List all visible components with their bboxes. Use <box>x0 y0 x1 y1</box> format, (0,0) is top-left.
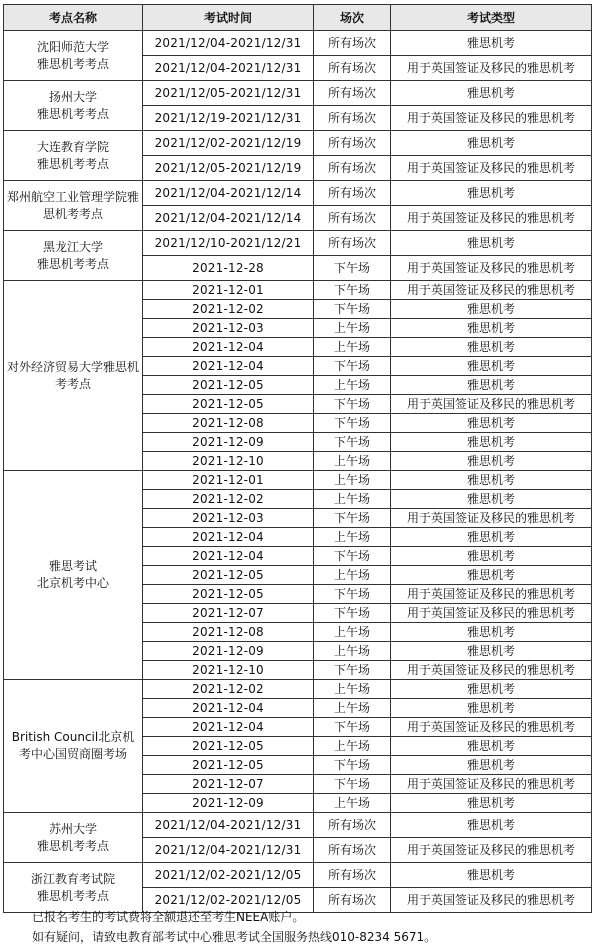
session-cell: 下午场 <box>314 547 391 566</box>
exam-time-cell: 2021-12-10 <box>143 661 314 680</box>
session-cell: 下午场 <box>314 718 391 737</box>
exam-schedule-table <box>3 4 592 913</box>
session-cell: 下午场 <box>314 414 391 433</box>
exam-time-cell: 2021-12-02 <box>143 680 314 699</box>
exam-type-cell: 用于英国签证及移民的雅思机考 <box>391 156 592 181</box>
exam-time-cell: 2021/12/04-2021/12/31 <box>143 838 314 863</box>
exam-time-cell: 2021-12-04 <box>143 718 314 737</box>
exam-type-cell: 雅思机考 <box>391 490 592 509</box>
exam-type-cell: 雅思机考 <box>391 231 592 256</box>
exam-type-cell: 用于英国签证及移民的雅思机考 <box>391 718 592 737</box>
session-cell: 所有场次 <box>314 231 391 256</box>
exam-type-cell: 用于英国签证及移民的雅思机考 <box>391 661 592 680</box>
exam-type-cell: 用于英国签证及移民的雅思机考 <box>391 395 592 414</box>
table-row <box>4 31 592 56</box>
exam-time-cell: 2021-12-28 <box>143 256 314 281</box>
exam-type-cell: 雅思机考 <box>391 452 592 471</box>
table-row <box>4 281 592 300</box>
session-cell: 所有场次 <box>314 106 391 131</box>
exam-type-cell: 雅思机考 <box>391 181 592 206</box>
exam-type-cell: 雅思机考 <box>391 813 592 838</box>
exam-time-cell: 2021-12-05 <box>143 585 314 604</box>
exam-time-cell: 2021/12/04-2021/12/31 <box>143 56 314 81</box>
session-cell: 所有场次 <box>314 31 391 56</box>
session-cell: 上午场 <box>314 623 391 642</box>
session-cell: 所有场次 <box>314 131 391 156</box>
table-row <box>4 131 592 156</box>
notes <box>32 907 436 947</box>
exam-time-cell: 2021-12-04 <box>143 357 314 376</box>
header-session: 场次 <box>314 5 391 31</box>
exam-time-cell: 2021-12-05 <box>143 395 314 414</box>
exam-time-cell: 2021-12-07 <box>143 604 314 623</box>
note-refund: 已报名考生的考试费将全额退还至考生NEEA账户。 <box>32 910 305 924</box>
exam-time-cell: 2021-12-04 <box>143 699 314 718</box>
exam-type-cell: 雅思机考 <box>391 319 592 338</box>
exam-type-cell: 雅思机考 <box>391 794 592 813</box>
exam-type-cell: 用于英国签证及移民的雅思机考 <box>391 56 592 81</box>
exam-time-cell: 2021-12-08 <box>143 414 314 433</box>
exam-type-cell: 雅思机考 <box>391 338 592 357</box>
exam-type-cell: 雅思机考 <box>391 471 592 490</box>
session-cell: 所有场次 <box>314 888 391 913</box>
exam-time-cell: 2021-12-07 <box>143 775 314 794</box>
session-cell: 下午场 <box>314 357 391 376</box>
exam-type-cell: 用于英国签证及移民的雅思机考 <box>391 509 592 528</box>
exam-time-cell: 2021-12-03 <box>143 509 314 528</box>
exam-time-cell: 2021-12-04 <box>143 338 314 357</box>
exam-type-cell: 用于英国签证及移民的雅思机考 <box>391 838 592 863</box>
session-cell: 上午场 <box>314 319 391 338</box>
header-time: 考试时间 <box>143 5 314 31</box>
exam-time-cell: 2021-12-10 <box>143 452 314 471</box>
session-cell: 上午场 <box>314 566 391 585</box>
session-cell: 上午场 <box>314 699 391 718</box>
exam-time-cell: 2021/12/02-2021/12/05 <box>143 863 314 888</box>
exam-type-cell: 用于英国签证及移民的雅思机考 <box>391 604 592 623</box>
session-cell: 上午场 <box>314 794 391 813</box>
site-name-cell: 郑州航空工业管理学院雅思机考考点 <box>4 181 143 231</box>
exam-type-cell: 用于英国签证及移民的雅思机考 <box>391 106 592 131</box>
exam-type-cell: 雅思机考 <box>391 528 592 547</box>
exam-time-cell: 2021/12/02-2021/12/19 <box>143 131 314 156</box>
session-cell: 上午场 <box>314 338 391 357</box>
session-cell: 所有场次 <box>314 863 391 888</box>
exam-time-cell: 2021-12-01 <box>143 281 314 300</box>
exam-type-cell: 雅思机考 <box>391 414 592 433</box>
site-name-cell: 大连教育学院 雅思机考考点 <box>4 131 143 181</box>
exam-time-cell: 2021/12/04-2021/12/14 <box>143 206 314 231</box>
exam-time-cell: 2021-12-09 <box>143 433 314 452</box>
exam-time-cell: 2021-12-03 <box>143 319 314 338</box>
exam-time-cell: 2021/12/04-2021/12/31 <box>143 813 314 838</box>
exam-type-cell: 雅思机考 <box>391 31 592 56</box>
session-cell: 上午场 <box>314 376 391 395</box>
session-cell: 下午场 <box>314 585 391 604</box>
table-row <box>4 81 592 106</box>
session-cell: 下午场 <box>314 300 391 319</box>
exam-time-cell: 2021-12-02 <box>143 490 314 509</box>
site-name-cell: British Council北京机考中心国贸商圈考场 <box>4 680 143 813</box>
exam-type-cell: 雅思机考 <box>391 623 592 642</box>
session-cell: 下午场 <box>314 281 391 300</box>
table-body <box>4 31 592 913</box>
table-row <box>4 471 592 490</box>
session-cell: 上午场 <box>314 452 391 471</box>
site-name-cell: 浙江教育考试院 雅思机考考点 <box>4 863 143 913</box>
exam-time-cell: 2021-12-04 <box>143 547 314 566</box>
exam-type-cell: 用于英国签证及移民的雅思机考 <box>391 888 592 913</box>
exam-time-cell: 2021-12-08 <box>143 623 314 642</box>
site-name-cell: 苏州大学 雅思机考考点 <box>4 813 143 863</box>
session-cell: 上午场 <box>314 737 391 756</box>
table-row <box>4 231 592 256</box>
session-cell: 下午场 <box>314 604 391 623</box>
session-cell: 下午场 <box>314 775 391 794</box>
table-row <box>4 680 592 699</box>
session-cell: 所有场次 <box>314 206 391 231</box>
session-cell: 所有场次 <box>314 56 391 81</box>
exam-time-cell: 2021-12-05 <box>143 756 314 775</box>
site-name-cell: 沈阳师范大学 雅思机考考点 <box>4 31 143 81</box>
session-cell: 下午场 <box>314 509 391 528</box>
site-name-cell: 对外经济贸易大学雅思机考考点 <box>4 281 143 471</box>
exam-type-cell: 用于英国签证及移民的雅思机考 <box>391 256 592 281</box>
header-site: 考点名称 <box>4 5 143 31</box>
session-cell: 下午场 <box>314 756 391 775</box>
session-cell: 下午场 <box>314 256 391 281</box>
table-row <box>4 813 592 838</box>
exam-type-cell: 用于英国签证及移民的雅思机考 <box>391 281 592 300</box>
exam-time-cell: 2021/12/04-2021/12/14 <box>143 181 314 206</box>
exam-time-cell: 2021-12-05 <box>143 376 314 395</box>
table-row <box>4 863 592 888</box>
exam-time-cell: 2021-12-05 <box>143 566 314 585</box>
site-name-cell: 扬州大学 雅思机考考点 <box>4 81 143 131</box>
exam-type-cell: 用于英国签证及移民的雅思机考 <box>391 585 592 604</box>
exam-type-cell: 雅思机考 <box>391 300 592 319</box>
exam-time-cell: 2021/12/19-2021/12/31 <box>143 106 314 131</box>
exam-time-cell: 2021/12/05-2021/12/19 <box>143 156 314 181</box>
site-name-cell: 黑龙江大学 雅思机考考点 <box>4 231 143 281</box>
exam-time-cell: 2021-12-02 <box>143 300 314 319</box>
exam-type-cell: 雅思机考 <box>391 737 592 756</box>
exam-time-cell: 2021/12/04-2021/12/31 <box>143 31 314 56</box>
session-cell: 所有场次 <box>314 81 391 106</box>
exam-time-cell: 2021/12/05-2021/12/31 <box>143 81 314 106</box>
session-cell: 下午场 <box>314 661 391 680</box>
session-cell: 上午场 <box>314 528 391 547</box>
exam-time-cell: 2021-12-09 <box>143 794 314 813</box>
session-cell: 上午场 <box>314 490 391 509</box>
exam-type-cell: 雅思机考 <box>391 433 592 452</box>
exam-type-cell: 雅思机考 <box>391 642 592 661</box>
exam-type-cell: 用于英国签证及移民的雅思机考 <box>391 206 592 231</box>
exam-time-cell: 2021/12/10-2021/12/21 <box>143 231 314 256</box>
site-name-cell: 雅思考试 北京机考中心 <box>4 471 143 680</box>
session-cell: 所有场次 <box>314 838 391 863</box>
table-row <box>4 181 592 206</box>
table-header-row <box>4 5 592 31</box>
exam-type-cell: 雅思机考 <box>391 863 592 888</box>
exam-time-cell: 2021-12-05 <box>143 737 314 756</box>
exam-time-cell: 2021/12/02-2021/12/05 <box>143 888 314 913</box>
exam-type-cell: 雅思机考 <box>391 81 592 106</box>
session-cell: 上午场 <box>314 642 391 661</box>
exam-time-cell: 2021-12-09 <box>143 642 314 661</box>
exam-type-cell: 雅思机考 <box>391 131 592 156</box>
exam-type-cell: 雅思机考 <box>391 376 592 395</box>
session-cell: 所有场次 <box>314 813 391 838</box>
header-type: 考试类型 <box>391 5 592 31</box>
session-cell: 上午场 <box>314 680 391 699</box>
session-cell: 所有场次 <box>314 156 391 181</box>
note-hotline: 如有疑问，请致电教育部考试中心雅思考试全国服务热线010-8234 5671。 <box>32 930 437 944</box>
session-cell: 上午场 <box>314 471 391 490</box>
session-cell: 下午场 <box>314 433 391 452</box>
exam-time-cell: 2021-12-01 <box>143 471 314 490</box>
exam-type-cell: 雅思机考 <box>391 547 592 566</box>
exam-type-cell: 雅思机考 <box>391 357 592 376</box>
exam-type-cell: 雅思机考 <box>391 680 592 699</box>
exam-type-cell: 雅思机考 <box>391 756 592 775</box>
exam-type-cell: 雅思机考 <box>391 699 592 718</box>
exam-time-cell: 2021-12-04 <box>143 528 314 547</box>
exam-type-cell: 雅思机考 <box>391 566 592 585</box>
exam-type-cell: 用于英国签证及移民的雅思机考 <box>391 775 592 794</box>
session-cell: 所有场次 <box>314 181 391 206</box>
session-cell: 下午场 <box>314 395 391 414</box>
